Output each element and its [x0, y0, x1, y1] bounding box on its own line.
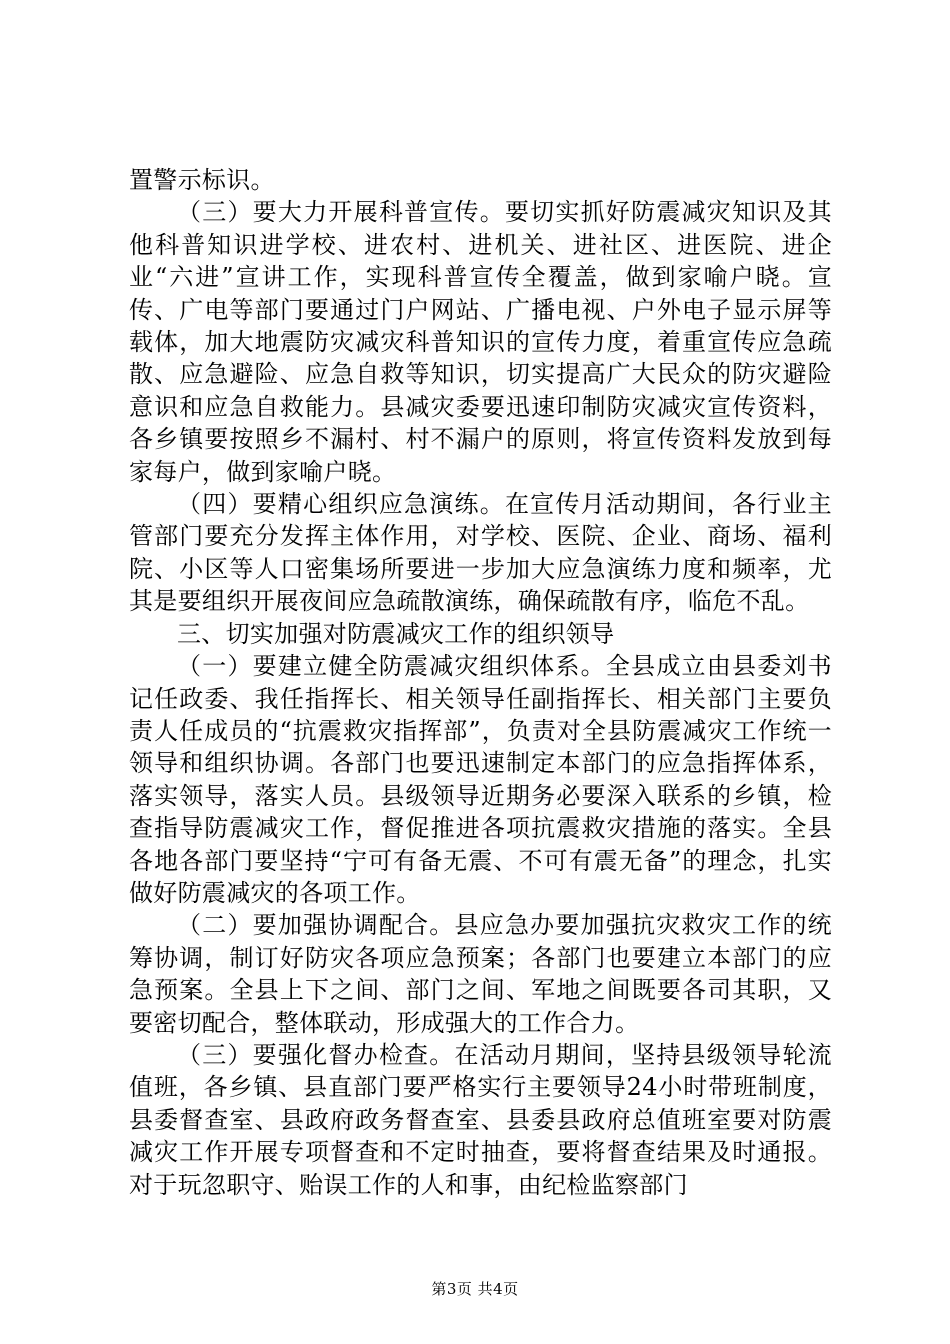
paragraph-science-publicity: （三）要大力开展科普宣传。要切实抓好防震减灾知识及其他科普知识进学校、进农村、进机关、进社区、进医院、进企业“六进”宣讲工作，实现科普宣传全覆盖，做到家喻户晓。宣传、广电等部门要通过门户网站、广播电视、户外电子显示屏等载体，加大地震防灾减灾科普知识的宣传力度，着重宣传应急疏散、应急避险、应急自救等知识，切实提高广大民众的防灾避险意识和应急自救能力。县减灾委要迅速印制防灾减灾宣传资料，各乡镇要按照乡不漏村、村不漏户的原则，将宣传资料发放到每家每户，做到家喻户晓。 [129, 198, 832, 486]
document-body [129, 164, 832, 1201]
page-number-label: 第3页 共4页 [431, 1280, 519, 1298]
page-footer [0, 1279, 950, 1299]
paragraph-organization-system: （一）要建立健全防震减灾组织体系。全县成立由县委刘书记任政委、我任指挥长、相关领导任副指挥长、相关部门主要负责人任成员的“抗震救灾指挥部”，负责对全县防震减灾工作统一领导和组织协调。各部门也要迅速制定本部门的应急指挥体系，落实领导，落实人员。县级领导近期务必要深入联系的乡镇，检查指导防震减灾工作，督促推进各项抗震救灾措施的落实。全县各地各部门要坚持“宁可有备无震、不可有震无备”的理念，扎实做好防震减灾的各项工作。 [129, 652, 832, 907]
paragraph-supervision: （三）要强化督办检查。在活动月期间，坚持县级领导轮流值班，各乡镇、县直部门要严格实行主要领导24小时带班制度，县委督查室、县政府政务督查室、县委县政府总值班室要对防震减灾工作开展专项督查和不定时抽查，要将督查结果及时通报。对于玩忽职守、贻误工作的人和事，由纪检监察部门 [129, 1040, 832, 1199]
paragraph-emergency-drill: （四）要精心组织应急演练。在宣传月活动期间，各行业主管部门要充分发挥主体作用，对学校、医院、企业、商场、福利院、小区等人口密集场所要进一步加大应急演练力度和频率，尤其是要组织开展夜间应急疏散演练，确保疏散有序，临危不乱。 [129, 490, 832, 616]
paragraph-continuation: 置警示标识。 [129, 166, 275, 194]
section-heading-leadership: 三、切实加强对防震减灾工作的组织领导 [177, 619, 615, 648]
paragraph-coordination: （二）要加强协调配合。县应急办要加强抗灾救灾工作的统筹协调，制订好防灾各项应急预案；各部门也要建立本部门的应急预案。全县上下之间、部门之间、军地之间既要各司其职，又要密切配合，整体联动，形成强大的工作合力。 [129, 911, 832, 1037]
